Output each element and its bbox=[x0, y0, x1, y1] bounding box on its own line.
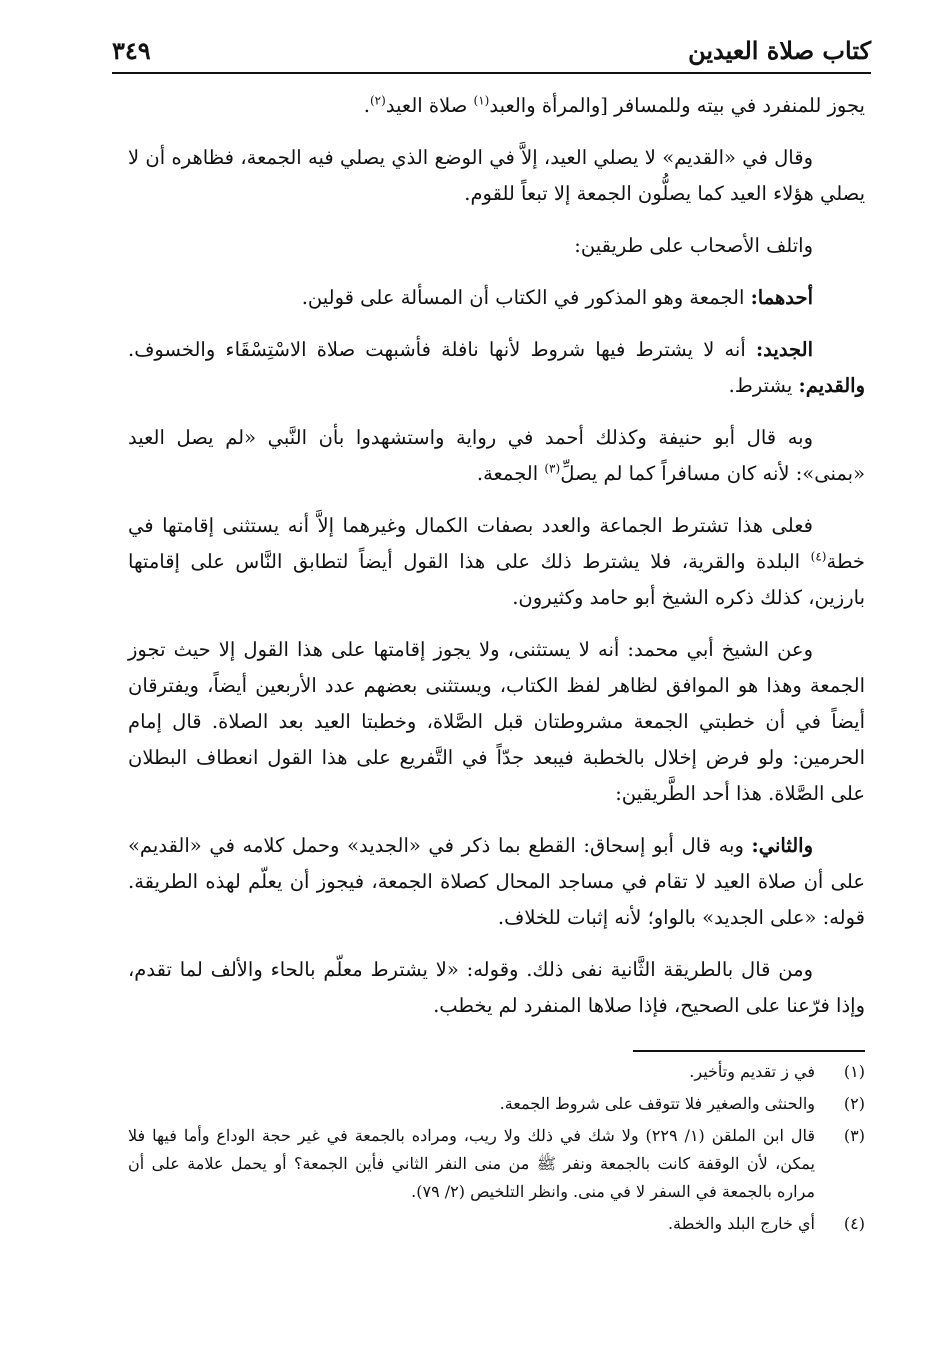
footnote-text: قال ابن الملقن (١/ ٢٢٩) ولا شك في ذلك ولا ريب، ومراده بالجمعة في غير حجة الوداع وأما فيها فلا يمكن، لأن الوقفة كانت بالجمعة ونفر ﷺ من منى النفر الثاني فأين الجمعة؟ أو يحمل علامة على أن مراره بالجمعة في السفر لا في منى. وانظر التلخيص (٢/ ٧٩). bbox=[128, 1126, 816, 1201]
running-title: كتاب صلاة العيدين bbox=[688, 35, 871, 65]
footnotes bbox=[128, 1058, 865, 1242]
footnote-text: أي خارج البلد والخطة. bbox=[667, 1214, 815, 1233]
bold-lead: أحدهما: bbox=[750, 286, 813, 309]
footnote-number: (٣) bbox=[843, 1126, 865, 1145]
footnote-number: (٢) bbox=[843, 1094, 865, 1113]
paragraph: أحدهما: الجمعة وهو المذكور في الكتاب أن المسألة على قولين. bbox=[301, 286, 813, 309]
footnote bbox=[128, 1122, 865, 1206]
paragraph: وقال في «القديم» لا يصلي العيد، إلاَّ في الوضع الذي يصلي فيه الجمعة، فظاهره أن لا يصلي هؤلاء العيد كما يصلُّون الجمعة إلا تبعاً للقوم. bbox=[128, 146, 865, 205]
footnote-ref: (٣) bbox=[544, 461, 561, 476]
footnote-text: في ز تقديم وتأخير. bbox=[689, 1062, 815, 1081]
paragraph: الجديد: أنه لا يشترط فيها شروط لأنها نافلة فأشبهت صلاة الاسْتِسْقَاء والخسوف. والقديم: يشترط. bbox=[128, 338, 865, 397]
page-header bbox=[112, 28, 871, 74]
footnote-ref: (٢) bbox=[369, 93, 386, 108]
paragraph: فعلى هذا تشترط الجماعة والعدد بصفات الكمال وغيرهما إلاَّ أنه يستثنى إقامتها في خطة$^{(٤)}$ البلدة والقرية، فلا يشترط ذلك على هذا القول أيضاً لتطابق النَّاس على إقامتها بارزين، كذلك ذكره الشيخ أبو حامد وكثيرون. bbox=[128, 514, 865, 609]
footnote-ref: (١) bbox=[473, 93, 490, 108]
main-text bbox=[128, 88, 865, 1040]
footnote-ref: (٤) bbox=[810, 549, 827, 564]
paragraph: وعن الشيخ أبي محمد: أنه لا يستثنى، ولا يجوز إقامتها على هذا القول إلا حيث تجوز الجمعة وهذا هو الموافق لظاهر لفظ الكتاب، ويستثنى بعضهم عدد الأربعين أيضاً، ويفترقان أيضاً في أن خطبتي الجمعة مشروطتان قبل الصَّلاة، وخطبتا العيد بعد الصلاة. قال إمام الحرمين: ولو فرض إخلال بالخطبة فيبعد جدّاً في التَّفريع على هذا القول انعطاف البطلان على الصَّلاة. هذا أحد الطَّريقين: bbox=[128, 638, 865, 805]
footnote bbox=[128, 1058, 865, 1086]
paragraph: واتلف الأصحاب على طريقين: bbox=[574, 234, 813, 257]
paragraph: وبه قال أبو حنيفة وكذلك أحمد في رواية واستشهدوا بأن النَّبي «لم يصل العيد «بمنى»: لأنه كان مسافراً كما لم يصلِّ$^{(٣)}$ الجمعة. bbox=[128, 426, 865, 485]
footnote-divider bbox=[633, 1050, 865, 1052]
page-number: ٣٤٩ bbox=[112, 35, 151, 65]
footnote-number: (٤) bbox=[843, 1214, 865, 1233]
footnote-text: والحنثى والصغير فلا تتوقف على شروط الجمعة. bbox=[499, 1094, 815, 1113]
footnote bbox=[128, 1090, 865, 1118]
bold-lead: والقديم: bbox=[798, 374, 865, 397]
paragraph: والثاني: وبه قال أبو إسحاق: القطع بما ذكر في «الجديد» وحمل كلامه في «القديم» على أن صلاة العيد لا تقام في مساجد المحال كصلاة الجمعة، فيجوز أن يعلّم لهذه الطريقة. قوله: «على الجديد» بالواو؛ لأنه إثبات للخلاف. bbox=[128, 834, 865, 929]
paragraph: يجوز للمنفرد في بيته وللمسافر [والمرأة والعبد$^{(١)}$ صلاة العيد$^{(٢)}$. bbox=[363, 93, 865, 117]
bold-lead: والثاني: bbox=[751, 834, 813, 857]
footnote bbox=[128, 1210, 865, 1238]
bold-lead: الجديد: bbox=[755, 338, 813, 361]
paragraph: ومن قال بالطريقة الثَّانية نفى ذلك. وقوله: «لا يشترط معلّم بالحاء والألف لما تقدم، وإذا فرّعنا على الصحيح، فإذا صلاها المنفرد لم يخطب. bbox=[128, 958, 865, 1017]
footnote-number: (١) bbox=[843, 1062, 865, 1081]
